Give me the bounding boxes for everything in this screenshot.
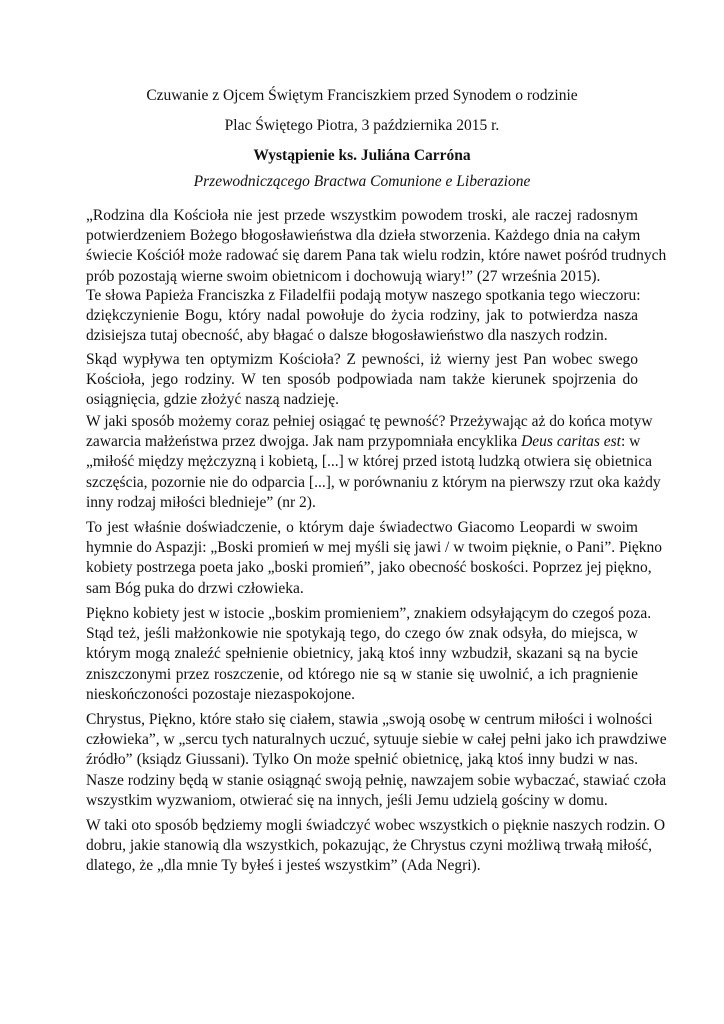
text-line: sam Bóg puka do drzwi człowieka. bbox=[86, 579, 304, 597]
text-line: świecie Kościół może radować się darem Pana tak wielu rodzin, które nawet pośród trudnych bbox=[86, 247, 667, 265]
paragraph-2 bbox=[86, 286, 641, 347]
text-line: To jest właśnie doświadczenie, o którym daje świadectwo Giacomo Leopardi w swoim bbox=[86, 519, 638, 536]
text-line: Skąd wypływa ten optymizm Kościoła? Z pewności, iż wierny jest Pan wobec swego bbox=[86, 351, 638, 368]
text-line: którym mogą znaleźć spełnienie obietnicy, jaką ktoś inny wzbudził, skazani są na bycie bbox=[86, 645, 638, 663]
text-line: Piękno kobiety jest w istocie „boskim promieniem”, znakiem odsyłającym do czegoś poza. bbox=[86, 605, 652, 622]
text-line: „Rodzina dla Kościoła nie jest przede wszystkim powodem troski, ale raczej radosnym bbox=[86, 207, 638, 224]
text-line: wszystkim wyzwaniom, otwierać się na innych, jeśli Jemu udzielą gościny w domu. bbox=[86, 791, 608, 809]
event-title: Czuwanie z Ojcem Świętym Franciszkiem przed Synodem o rodzinie bbox=[146, 87, 578, 104]
paragraph-5 bbox=[86, 518, 663, 599]
speech-heading: Wystąpienie ks. Juliána Carróna bbox=[253, 147, 471, 164]
text-line: człowieka”, w „sercu tych naturalnych uczuć, sytuuje siebie w całej pełni jako ich prawdziwe bbox=[86, 731, 667, 749]
text-line: dobru, jakie stanowią dla wszystkich, pokazując, że Chrystus czyni możliwą trwałą miłość, bbox=[86, 837, 653, 855]
text-line: kobiety postrzega poeta jako „boski promień”, jako obecność boskości. Poprzez jej piękno, bbox=[86, 559, 652, 577]
paragraph-6 bbox=[86, 604, 652, 705]
text-line: Te słowa Papieża Franciszka z Filadelfii podają motyw naszego spotkania tego wieczoru: bbox=[86, 287, 641, 304]
speaker-role: Przewodniczącego Bractwa Comunione e Liberazione bbox=[193, 173, 531, 190]
text-line: zniszczonymi przez roszczenie, od którego nie są w stanie się uwolnić, a ich pragnienie bbox=[86, 665, 638, 683]
encyclical-title: Deus caritas est bbox=[521, 433, 621, 451]
text-segment: : w bbox=[621, 433, 641, 451]
text-line: Kościoła, jego rodziny. W ten sposób podpowiada nam także kierunek spojrzenia do bbox=[86, 371, 638, 389]
paragraph-8 bbox=[86, 816, 666, 877]
text-line-with-italic bbox=[86, 432, 641, 452]
event-place-date: Plac Świętego Piotra, 3 października 2015 r. bbox=[224, 117, 500, 134]
paragraph-3 bbox=[86, 350, 638, 411]
text-line: osiągnięcia, gdzie złożyć naszą nadzieję. bbox=[86, 391, 340, 409]
text-line: Stąd też, jeśli małżonkowie nie spotykają tego, do czego ów znak odsyła, do miejsca, w bbox=[86, 625, 638, 643]
paragraph-1 bbox=[86, 206, 667, 287]
text-line: szczęścia, pozornie nie do odparcia [...], w porównaniu z którym na pierwszy rzut oka każdy bbox=[86, 473, 661, 491]
text-line: „miłość między mężczyzną i kobietą, [...] w której przed istotą ludzką otwiera się obietnica bbox=[86, 453, 652, 471]
text-line: W jaki sposób możemy coraz pełniej osiągać tę pewność? Przeżywając aż do końca motyw bbox=[86, 413, 653, 430]
text-line: W taki oto sposób będziemy mogli świadczyć wobec wszystkich o pięknie naszych rodzin. O bbox=[86, 817, 666, 834]
text-line: źródło” (ksiądz Giussani). Tylko On może spełnić obietnicę, jaką ktoś inny budzi w nas. bbox=[86, 751, 638, 769]
text-line: dlatego, że „dla mnie Ty byłeś i jesteś wszystkim” (Ada Negri). bbox=[86, 857, 481, 875]
text-line: hymnie do Aspazji: „Boski promień w mej myśli się jawi / w twoim pięknie, o Pani”. Piękno bbox=[86, 539, 663, 557]
text-line: Nasze rodziny będą w stanie osiągnąć swoją pełnię, nawzajem sobie wybaczać, stawiać czoła bbox=[86, 771, 667, 789]
text-segment: zawarcia małżeństwa przez dwojga. Jak nam przypomniała encyklika bbox=[86, 433, 522, 451]
text-line: dziękczynienie Bogu, który nadal powołuje do życia rodziny, jak to potwierdza nasza bbox=[86, 307, 638, 325]
paragraph-4 bbox=[86, 412, 661, 513]
text-line: Chrystus, Piękno, które stało się ciałem, stawia „swoją osobę w centrum miłości i wolności bbox=[86, 711, 653, 728]
text-line: dzisiejsza tutaj obecność, aby błagać o dalsze błogosławieństwo dla naszych rodzin. bbox=[86, 327, 608, 345]
text-line: inny rodzaj miłości blednieje” (nr 2). bbox=[86, 493, 316, 511]
text-line: prób pozostają wierne swoim obietnicom i dochowują wiary!” (27 września 2015). bbox=[86, 267, 601, 285]
text-line: nieskończoności pozostaje niezaspokojone. bbox=[86, 685, 356, 703]
text-line: potwierdzeniem Bożego błogosławieństwa dla dzieła stworzenia. Każdego dnia na całym bbox=[86, 227, 641, 245]
paragraph-7 bbox=[86, 710, 667, 811]
